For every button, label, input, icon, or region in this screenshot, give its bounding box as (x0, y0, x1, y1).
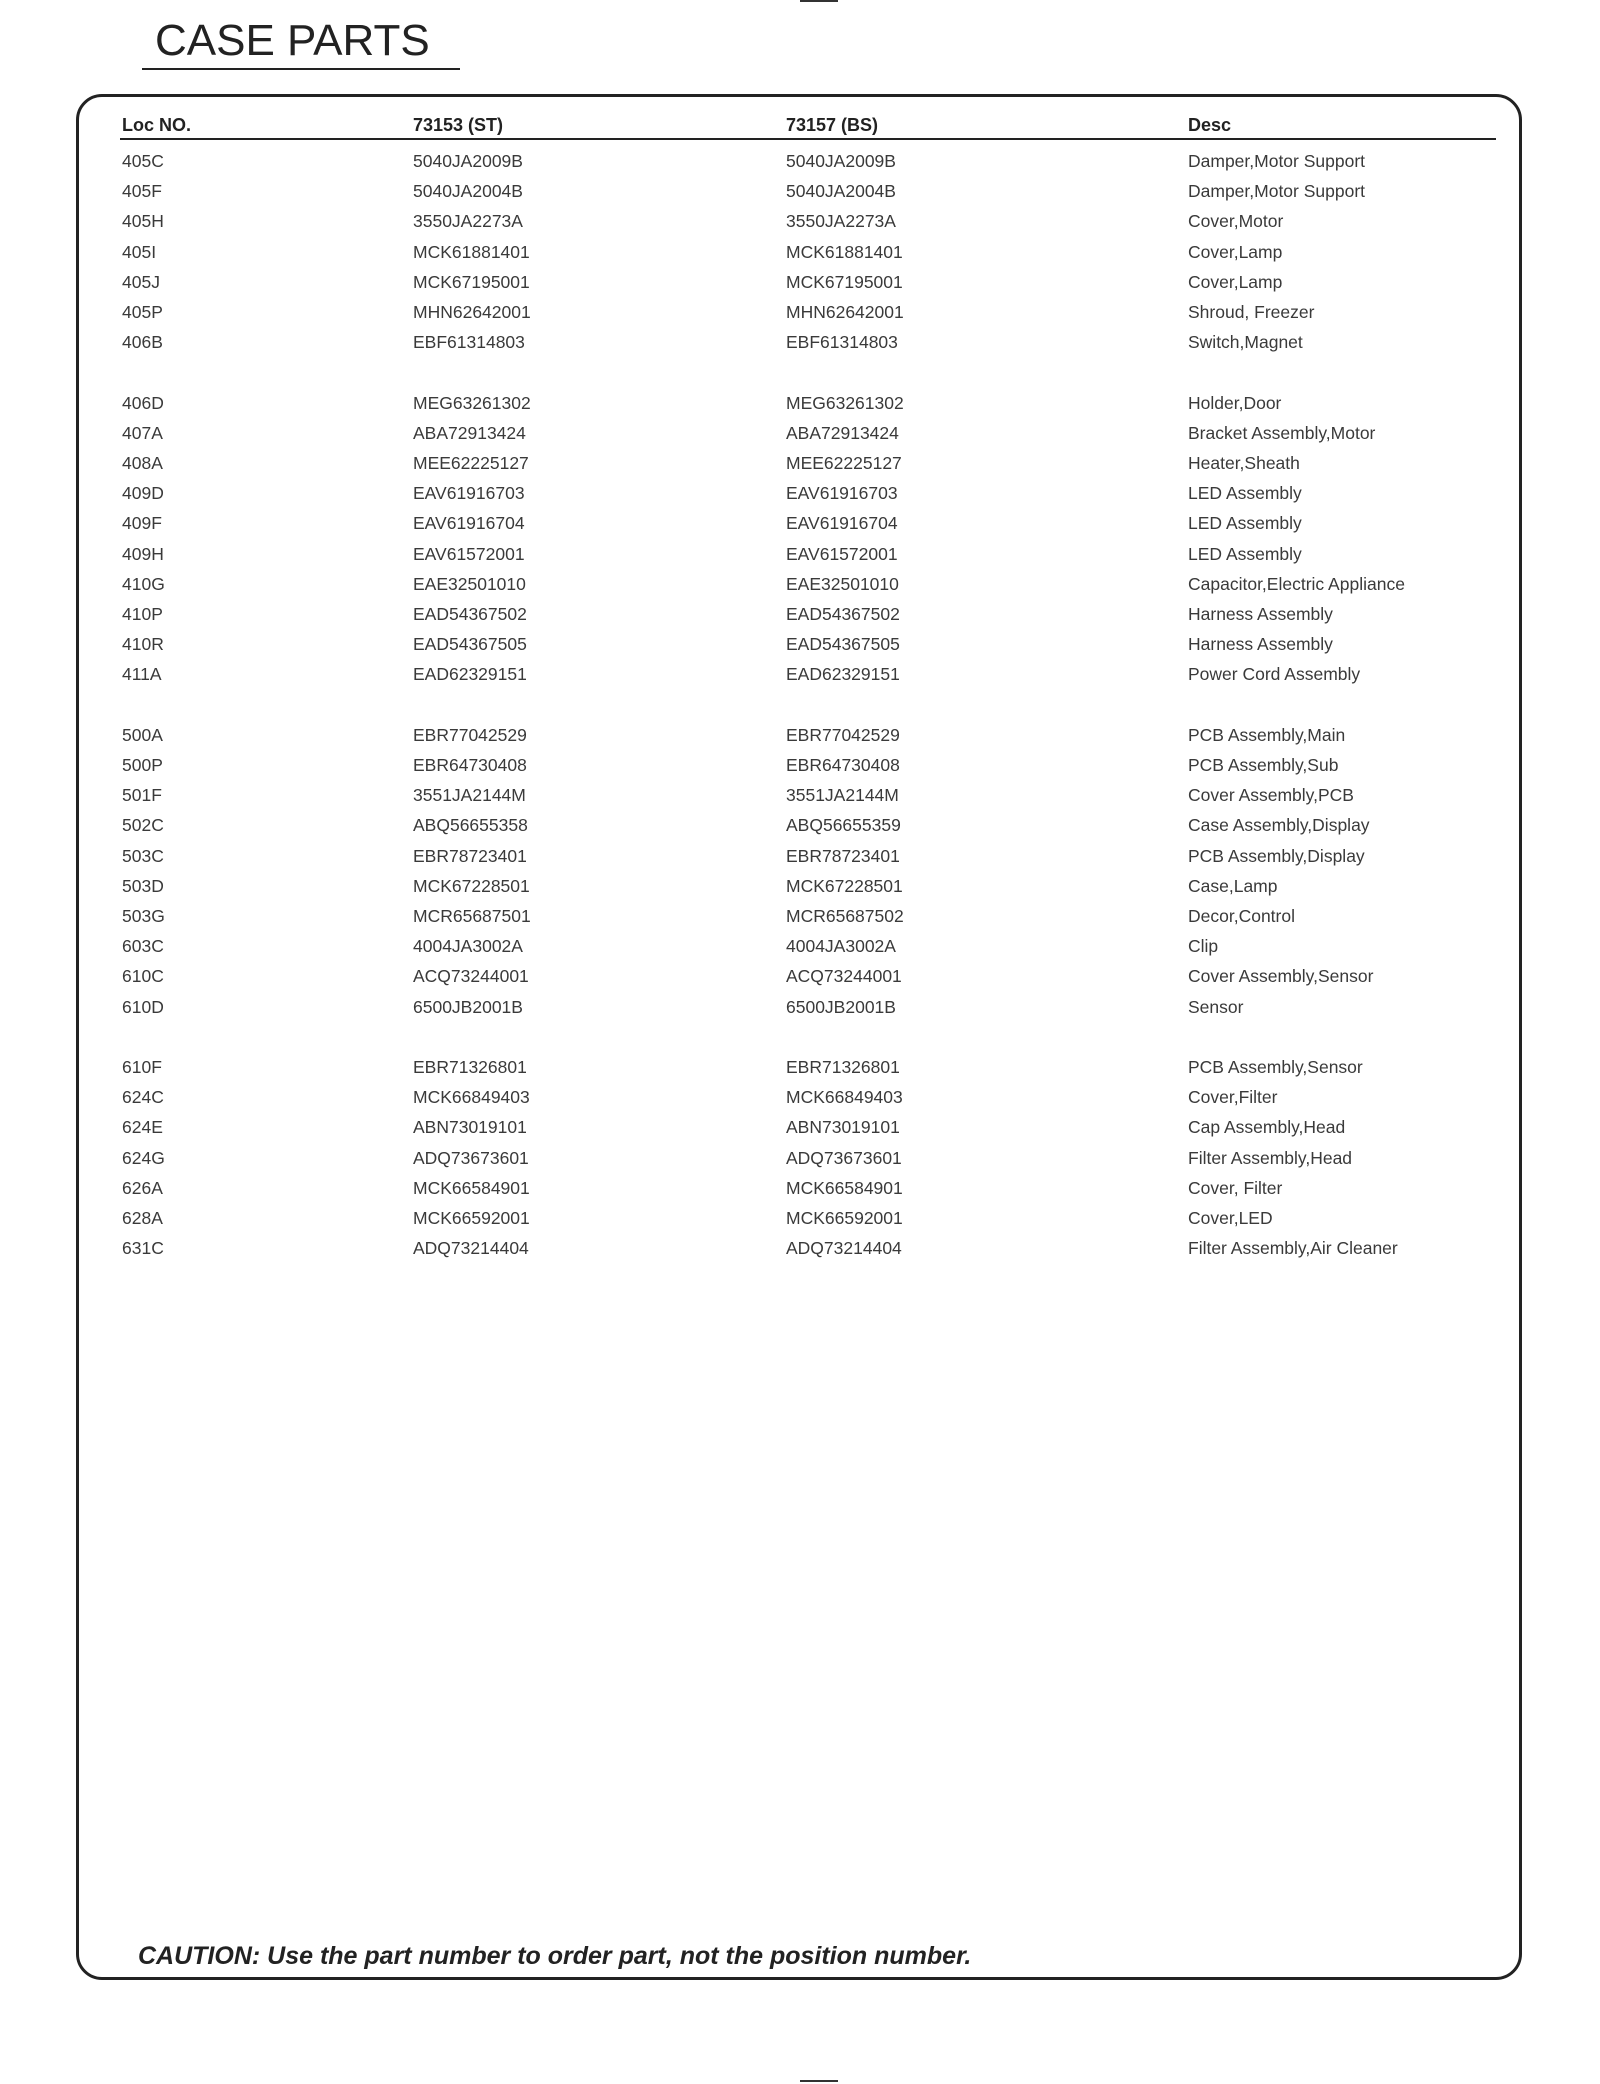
part-73157-bs-cell: EBF61314803 (786, 332, 898, 353)
table-row (120, 992, 1496, 1022)
table-row (120, 539, 1496, 569)
table-row (120, 780, 1496, 810)
loc-no-cell: 503C (122, 845, 164, 866)
desc-cell: Damper,Motor Support (1188, 151, 1366, 171)
part-73157-bs-cell: ABN73019101 (786, 1117, 900, 1138)
loc-no-cell: 411A (122, 664, 162, 685)
part-73157-bs-cell: 4004JA3002A (786, 936, 896, 957)
desc-cell: Capacitor,Electric Appliance (1188, 573, 1405, 594)
table-row (120, 1203, 1496, 1233)
loc-no-cell: 500P (122, 755, 163, 776)
loc-no-cell: 503G (122, 906, 165, 927)
column-header-desc: Desc (1186, 112, 1496, 139)
loc-no-cell: 405I (122, 241, 157, 262)
desc-cell: Holder,Door (1188, 392, 1282, 413)
table-row (120, 478, 1496, 508)
page-title: CASE PARTS (155, 16, 430, 65)
loc-no-cell: 405P (122, 302, 163, 323)
part-73157-bs-cell: ABA72913424 (786, 422, 899, 443)
table-row (120, 237, 1496, 267)
caution-note: CAUTION: Use the part number to order part, not the position number. (138, 1942, 972, 1970)
part-73153-st-cell: ACQ73244001 (413, 966, 529, 987)
desc-cell: Cover Assembly,PCB (1188, 785, 1354, 806)
loc-no-cell: 610D (122, 996, 164, 1017)
part-73157-bs-cell: EBR77042529 (786, 724, 900, 745)
part-73157-bs-cell: EAV61572001 (786, 543, 898, 564)
part-73157-bs-cell: MCK66584901 (786, 1177, 903, 1198)
part-73157-bs-cell: EAE32501010 (786, 573, 899, 594)
loc-no-cell: 409F (122, 513, 162, 534)
part-73153-st-cell: 6500JB2001B (413, 996, 523, 1017)
part-73153-st-cell: ADQ73673601 (413, 1147, 529, 1168)
table-row (120, 901, 1496, 931)
part-73153-st-cell: EAE32501010 (413, 573, 526, 594)
loc-no-cell: 500A (122, 724, 163, 745)
table-row (120, 1112, 1496, 1142)
table-row (120, 569, 1496, 599)
loc-no-cell: 407A (122, 422, 163, 443)
part-73153-st-cell: 5040JA2004B (413, 181, 523, 202)
part-73153-st-cell: MCK61881401 (413, 241, 530, 262)
table-row (120, 961, 1496, 991)
table-row (120, 176, 1496, 206)
loc-no-cell: 410G (122, 573, 165, 594)
loc-no-cell: 624C (122, 1087, 164, 1108)
part-73153-st-cell: MCK66592001 (413, 1208, 530, 1229)
spacer-cell (120, 357, 1496, 387)
loc-no-cell: 406D (122, 392, 164, 413)
table-row (120, 139, 1496, 176)
part-73157-bs-cell: 3551JA2144M (786, 785, 899, 806)
table-row (120, 388, 1496, 418)
group-spacer (120, 690, 1496, 720)
part-73153-st-cell: MCK66584901 (413, 1177, 530, 1198)
table-row (120, 810, 1496, 840)
desc-cell: Cap Assembly,Head (1188, 1117, 1346, 1138)
loc-no-cell: 409D (122, 483, 164, 504)
page-bottom-mark (800, 2080, 838, 2082)
table-row (120, 1233, 1496, 1263)
desc-cell: Power Cord Assembly (1188, 664, 1361, 685)
table-row (120, 659, 1496, 689)
group-spacer (120, 1022, 1496, 1052)
part-73153-st-cell: EAV61916703 (413, 483, 525, 504)
desc-cell: Bracket Assembly,Motor (1188, 422, 1376, 443)
loc-no-cell: 610F (122, 1057, 162, 1078)
desc-cell: Switch,Magnet (1188, 332, 1303, 353)
part-73157-bs-cell: MCK67228501 (786, 875, 903, 896)
table-row (120, 841, 1496, 871)
column-header-73153-st: 73153 (ST) (411, 112, 784, 139)
desc-cell: Cover,Lamp (1188, 271, 1283, 292)
part-73157-bs-cell: 6500JB2001B (786, 996, 896, 1017)
desc-cell: PCB Assembly,Sensor (1188, 1057, 1363, 1078)
loc-no-cell: 410P (122, 604, 163, 625)
part-73153-st-cell: EBR71326801 (413, 1057, 527, 1078)
part-73153-st-cell: MEE62225127 (413, 453, 529, 474)
table-row (120, 448, 1496, 478)
part-73157-bs-cell: ACQ73244001 (786, 966, 902, 987)
part-73153-st-cell: EBR78723401 (413, 845, 527, 866)
loc-no-cell: 610C (122, 966, 164, 987)
loc-no-cell: 628A (122, 1208, 163, 1229)
desc-cell: Cover,LED (1188, 1208, 1273, 1229)
spacer-cell (120, 690, 1496, 720)
page-top-mark (800, 0, 838, 2)
part-73153-st-cell: 3550JA2273A (413, 211, 523, 232)
part-73153-st-cell: 5040JA2009B (413, 151, 523, 171)
part-73157-bs-cell: 5040JA2009B (786, 151, 896, 171)
loc-no-cell: 409H (122, 543, 164, 564)
desc-cell: Heater,Sheath (1188, 453, 1300, 474)
loc-no-cell: 502C (122, 815, 164, 836)
part-73153-st-cell: 3551JA2144M (413, 785, 526, 806)
loc-no-cell: 503D (122, 875, 164, 896)
table-row (120, 720, 1496, 750)
part-73153-st-cell: EBR77042529 (413, 724, 527, 745)
group-spacer (120, 357, 1496, 387)
title-underline (142, 68, 460, 70)
loc-no-cell: 603C (122, 936, 164, 957)
part-73157-bs-cell: EBR71326801 (786, 1057, 900, 1078)
table-row (120, 750, 1496, 780)
column-header-73157-bs: 73157 (BS) (784, 112, 1186, 139)
table-row (120, 629, 1496, 659)
part-73157-bs-cell: EBR78723401 (786, 845, 900, 866)
desc-cell: Filter Assembly,Air Cleaner (1188, 1238, 1398, 1259)
table-row (120, 327, 1496, 357)
desc-cell: Cover Assembly,Sensor (1188, 966, 1374, 987)
loc-no-cell: 626A (122, 1177, 163, 1198)
part-73153-st-cell: EAV61916704 (413, 513, 525, 534)
part-73153-st-cell: EBF61314803 (413, 332, 525, 353)
part-73157-bs-cell: EAD54367502 (786, 604, 900, 625)
table-row (120, 206, 1496, 236)
table-row (120, 508, 1496, 538)
desc-cell: Clip (1188, 936, 1219, 957)
part-73157-bs-cell: MEE62225127 (786, 453, 902, 474)
table-row (120, 418, 1496, 448)
part-73153-st-cell: EAV61572001 (413, 543, 525, 564)
part-73157-bs-cell: ADQ73673601 (786, 1147, 902, 1168)
loc-no-cell: 624E (122, 1117, 163, 1138)
desc-cell: PCB Assembly,Sub (1188, 755, 1339, 776)
part-73153-st-cell: EAD62329151 (413, 664, 527, 685)
desc-cell: PCB Assembly,Display (1188, 845, 1365, 866)
loc-no-cell: 405H (122, 211, 164, 232)
part-73153-st-cell: ADQ73214404 (413, 1238, 529, 1259)
part-73153-st-cell: EBR64730408 (413, 755, 527, 776)
part-73157-bs-cell: MCK66849403 (786, 1087, 903, 1108)
loc-no-cell: 410R (122, 634, 164, 655)
desc-cell: Damper,Motor Support (1188, 181, 1366, 202)
part-73157-bs-cell: ADQ73214404 (786, 1238, 902, 1259)
parts-table (120, 112, 1496, 1263)
loc-no-cell: 408A (122, 453, 163, 474)
desc-cell: Sensor (1188, 996, 1244, 1017)
table-row (120, 931, 1496, 961)
desc-cell: LED Assembly (1188, 483, 1302, 504)
part-73157-bs-cell: MCK67195001 (786, 271, 903, 292)
loc-no-cell: 501F (122, 785, 162, 806)
table-row (120, 1173, 1496, 1203)
desc-cell: Cover,Filter (1188, 1087, 1278, 1108)
desc-cell: Harness Assembly (1188, 634, 1333, 655)
part-73153-st-cell: EAD54367502 (413, 604, 527, 625)
part-73157-bs-cell: EAV61916703 (786, 483, 898, 504)
table-row (120, 267, 1496, 297)
desc-cell: LED Assembly (1188, 513, 1302, 534)
parts-table-body (120, 139, 1496, 1263)
part-73153-st-cell: MEG63261302 (413, 392, 531, 413)
part-73157-bs-cell: 3550JA2273A (786, 211, 896, 232)
part-73157-bs-cell: EAD54367505 (786, 634, 900, 655)
loc-no-cell: 406B (122, 332, 163, 353)
part-73153-st-cell: MCK67228501 (413, 875, 530, 896)
part-73157-bs-cell: EAD62329151 (786, 664, 900, 685)
desc-cell: Harness Assembly (1188, 604, 1333, 625)
desc-cell: PCB Assembly,Main (1188, 724, 1346, 745)
column-header-loc-no: Loc NO. (120, 112, 411, 139)
part-73157-bs-cell: MEG63261302 (786, 392, 904, 413)
part-73157-bs-cell: EBR64730408 (786, 755, 900, 776)
part-73153-st-cell: MCK67195001 (413, 271, 530, 292)
desc-cell: Cover,Motor (1188, 211, 1284, 232)
loc-no-cell: 405J (122, 271, 160, 292)
part-73157-bs-cell: MCR65687502 (786, 906, 904, 927)
desc-cell: Cover,Lamp (1188, 241, 1283, 262)
desc-cell: Decor,Control (1188, 906, 1295, 927)
table-row (120, 1052, 1496, 1082)
loc-no-cell: 631C (122, 1238, 164, 1259)
table-row (120, 297, 1496, 327)
table-row (120, 599, 1496, 629)
part-73153-st-cell: ABN73019101 (413, 1117, 527, 1138)
desc-cell: Filter Assembly,Head (1188, 1147, 1353, 1168)
part-73153-st-cell: EAD54367505 (413, 634, 527, 655)
desc-cell: Cover, Filter (1188, 1177, 1283, 1198)
table-row (120, 1082, 1496, 1112)
table-row (120, 871, 1496, 901)
desc-cell: LED Assembly (1188, 543, 1302, 564)
part-73153-st-cell: ABQ56655358 (413, 815, 528, 836)
loc-no-cell: 624G (122, 1147, 165, 1168)
desc-cell: Case Assembly,Display (1188, 815, 1370, 836)
spacer-cell (120, 1022, 1496, 1052)
part-73153-st-cell: ABA72913424 (413, 422, 526, 443)
part-73157-bs-cell: MCK66592001 (786, 1208, 903, 1229)
parts-table-header (120, 112, 1496, 139)
part-73153-st-cell: MCK66849403 (413, 1087, 530, 1108)
part-73157-bs-cell: MCK61881401 (786, 241, 903, 262)
part-73157-bs-cell: ABQ56655359 (786, 815, 901, 836)
desc-cell: Shroud, Freezer (1188, 302, 1315, 323)
part-73157-bs-cell: MHN62642001 (786, 302, 904, 323)
part-73153-st-cell: 4004JA3002A (413, 936, 523, 957)
loc-no-cell: 405C (122, 151, 164, 171)
part-73157-bs-cell: EAV61916704 (786, 513, 898, 534)
loc-no-cell: 405F (122, 181, 162, 202)
part-73157-bs-cell: 5040JA2004B (786, 181, 896, 202)
desc-cell: Case,Lamp (1188, 875, 1278, 896)
table-row (120, 1143, 1496, 1173)
part-73153-st-cell: MHN62642001 (413, 302, 531, 323)
part-73153-st-cell: MCR65687501 (413, 906, 531, 927)
